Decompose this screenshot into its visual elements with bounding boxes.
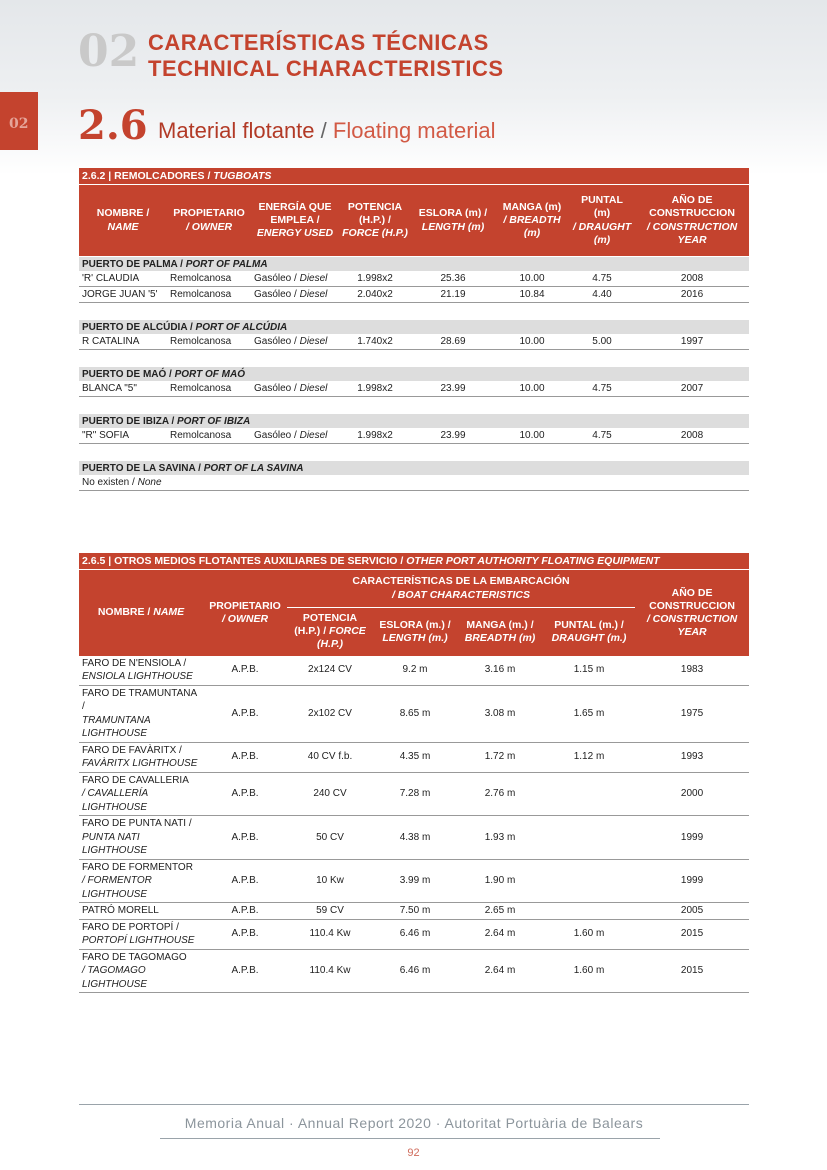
cell-power: 240 CV — [287, 772, 373, 816]
col-header-es: MANGA (m) — [502, 200, 562, 213]
spacer-row — [79, 397, 749, 414]
cell-power: 1.740x2 — [339, 334, 411, 350]
name-en: TRAMUNTANA LIGHTHOUSE — [82, 714, 151, 739]
name-en: / TAGOMAGO LIGHTHOUSE — [82, 965, 148, 990]
cell-power: 1.998x2 — [339, 428, 411, 444]
port-label-es: PUERTO DE LA SAVINA / — [82, 462, 204, 474]
cell-breadth: 2.64 m — [457, 949, 543, 993]
col-header-en: ENERGY USED — [256, 227, 334, 240]
table-row — [79, 287, 749, 303]
name-en: / CAVALLERÍA LIGHTHOUSE — [82, 788, 148, 813]
cell-draught: 5.00 — [569, 334, 635, 350]
cell-draught — [543, 903, 635, 920]
cell-breadth: 10.00 — [495, 428, 569, 444]
cell-energy — [251, 381, 339, 397]
cell-power: 110.4 Kw — [287, 919, 373, 949]
chapter-number: 02 — [78, 26, 140, 77]
cell-draught: 1.15 m — [543, 656, 635, 686]
cell-breadth: 10.00 — [495, 271, 569, 287]
tugboats-title-es: 2.6.2 | REMOLCADORES / — [82, 170, 214, 182]
none-es: No existen / — [82, 477, 138, 488]
cell-year: 2008 — [635, 428, 749, 444]
table-row — [79, 271, 749, 287]
cell-name — [79, 685, 203, 742]
auxiliary-table — [79, 553, 749, 993]
name-es: FARO DE PUNTA NATI / — [82, 818, 192, 829]
cell-energy — [251, 271, 339, 287]
cell-owner: A.P.B. — [203, 685, 287, 742]
footer-divider-bottom — [160, 1138, 660, 1139]
name-en: / FORMENTOR LIGHTHOUSE — [82, 875, 152, 900]
table-row — [79, 428, 749, 444]
col-header-es: ENERGÍA QUE EMPLEA / — [258, 200, 332, 226]
cell-owner: Remolcanosa — [167, 287, 251, 303]
cell-name — [79, 919, 203, 949]
cell-draught: 1.60 m — [543, 949, 635, 993]
cell-owner: A.P.B. — [203, 919, 287, 949]
cell-power: 1.998x2 — [339, 381, 411, 397]
name-en: ENSIOLA LIGHTHOUSE — [82, 671, 193, 682]
cell-owner: Remolcanosa — [167, 428, 251, 444]
col-header-es: NOMBRE / — [96, 207, 150, 220]
cell-owner: A.P.B. — [203, 859, 287, 903]
cell-draught — [543, 772, 635, 816]
col-header-es: POTENCIA (H.P.) / — [347, 200, 403, 226]
table-row — [79, 816, 749, 860]
cell-power: 59 CV — [287, 903, 373, 920]
tugboats-col-header — [569, 185, 635, 257]
col-power: POTENCIA (H.P.) / FORCE (H.P.) — [287, 608, 373, 656]
page-number: 92 — [407, 1147, 420, 1159]
footer-divider-top — [79, 1104, 749, 1105]
cell-name — [79, 859, 203, 903]
name-es: FARO DE N'ENSIOLA / — [82, 657, 187, 669]
table-row — [79, 859, 749, 903]
port-label-en: PORT OF LA SAVINA — [203, 462, 304, 474]
cell-name: BLANCA "5" — [79, 381, 167, 397]
name-es: FARO DE TAGOMAGO — [82, 951, 187, 963]
cell-owner: Remolcanosa — [167, 334, 251, 350]
table-row — [79, 903, 749, 920]
cell-breadth: 1.72 m — [457, 742, 543, 772]
cell-length: 21.19 — [411, 287, 495, 303]
table-row — [79, 742, 749, 772]
port-header-row — [79, 320, 749, 335]
cell-owner: A.P.B. — [203, 949, 287, 993]
cell-length: 28.69 — [411, 334, 495, 350]
energy-es: Gasóleo / — [254, 430, 300, 441]
cell-breadth: 10.84 — [495, 287, 569, 303]
col-header-en: / DRAUGHT (m) — [572, 220, 632, 246]
cell-breadth: 2.64 m — [457, 919, 543, 949]
auxiliary-title-row — [79, 553, 749, 570]
table-row — [79, 656, 749, 686]
cell-draught: 4.75 — [569, 428, 635, 444]
cell-breadth: 10.00 — [495, 381, 569, 397]
col-header-es: AÑO DE CONSTRUCCION — [649, 194, 735, 220]
table-row — [79, 334, 749, 350]
name-es: FARO DE FORMENTOR — [82, 861, 193, 873]
col-draught: PUNTAL (m.) / DRAUGHT (m.) — [543, 608, 635, 656]
spacer-row — [79, 444, 749, 461]
cell-power: 50 CV — [287, 816, 373, 860]
port-label-es: PUERTO DE PALMA / — [82, 258, 186, 270]
name-en: PUNTA NATI LIGHTHOUSE — [82, 831, 148, 856]
cell-breadth: 1.93 m — [457, 816, 543, 860]
cell-energy — [251, 428, 339, 444]
cell-length: 25.36 — [411, 271, 495, 287]
name-es: FARO DE FAVÀRITX / — [82, 744, 182, 756]
cell-name: JORGE JUAN '5' — [79, 287, 167, 303]
port-label-en: PORT OF IBIZA — [177, 415, 251, 427]
table-row — [79, 381, 749, 397]
col-header-en: / CONSTRUCTION YEAR — [646, 220, 738, 246]
none-en: None — [137, 477, 162, 488]
cell-length: 3.99 m — [373, 859, 457, 903]
cell-power: 2x102 CV — [287, 685, 373, 742]
cell-draught: 4.75 — [569, 381, 635, 397]
cell-year: 2015 — [635, 919, 749, 949]
cell-name: "R" SOFIA — [79, 428, 167, 444]
energy-es: Gasóleo / — [254, 273, 300, 284]
port-header-row — [79, 367, 749, 382]
col-year: AÑO DE CONSTRUCCION / CONSTRUCTION YEAR — [635, 570, 749, 656]
col-header-en: / OWNER — [185, 220, 233, 233]
cell-power: 110.4 Kw — [287, 949, 373, 993]
cell-year: 1999 — [635, 859, 749, 903]
port-label-es: PUERTO DE IBIZA / — [82, 415, 178, 427]
cell-owner: A.P.B. — [203, 656, 287, 686]
footer-text: Memoria Anual · Annual Report 2020 · Autoritat Portuària de Balears — [184, 1115, 644, 1131]
cell-name — [79, 949, 203, 993]
section-title-separator: / — [320, 118, 327, 143]
cell-breadth: 1.90 m — [457, 859, 543, 903]
cell-owner: Remolcanosa — [167, 381, 251, 397]
energy-en: Diesel — [299, 289, 328, 300]
section-number: 2.6 — [78, 102, 148, 149]
port-label-es: PUERTO DE ALCÚDIA / — [82, 321, 196, 333]
cell-length: 4.35 m — [373, 742, 457, 772]
col-header-es: PROPIETARIO — [173, 207, 245, 220]
energy-es: Gasóleo / — [254, 289, 300, 300]
col-header-es: ESLORA (m) / — [418, 207, 488, 220]
cell-year: 1993 — [635, 742, 749, 772]
cell-owner: A.P.B. — [203, 816, 287, 860]
table-row — [79, 685, 749, 742]
cell-owner: A.P.B. — [203, 772, 287, 816]
tugboats-title-en: TUGBOATS — [213, 170, 272, 182]
cell-owner: A.P.B. — [203, 742, 287, 772]
cell-year: 2000 — [635, 772, 749, 816]
auxiliary-title-es: 2.6.5 | OTROS MEDIOS FLOTANTES AUXILIARES DE SERVICIO / — [82, 555, 407, 567]
cell-draught: 4.75 — [569, 271, 635, 287]
port-header-row — [79, 257, 749, 272]
table-row — [79, 772, 749, 816]
cell-length: 8.65 m — [373, 685, 457, 742]
cell-year: 1975 — [635, 685, 749, 742]
energy-en: Diesel — [299, 383, 328, 394]
chapter-title-en: TECHNICAL CHARACTERISTICS — [148, 56, 504, 81]
cell-name — [79, 656, 203, 686]
col-header-en: NAME — [107, 220, 139, 233]
chapter-side-tab — [0, 92, 38, 150]
col-header-en: FORCE (H.P.) — [342, 227, 408, 240]
cell-length: 23.99 — [411, 428, 495, 444]
cell-owner: A.P.B. — [203, 903, 287, 920]
cell-name: R CATALINA — [79, 334, 167, 350]
cell-year: 1997 — [635, 334, 749, 350]
cell-energy — [251, 287, 339, 303]
cell-length: 9.2 m — [373, 656, 457, 686]
cell-breadth: 10.00 — [495, 334, 569, 350]
table-row — [79, 949, 749, 993]
col-owner: PROPIETARIO / OWNER — [203, 570, 287, 656]
cell-draught — [543, 816, 635, 860]
col-breadth: MANGA (m.) / BREADTH (m) — [457, 608, 543, 656]
cell-name: 'R' CLAUDIA — [79, 271, 167, 287]
port-label-en: PORT OF ALCÚDIA — [195, 321, 288, 333]
spacer-row — [79, 350, 749, 367]
cell-year: 1999 — [635, 816, 749, 860]
tugboats-col-header — [79, 185, 167, 257]
tugboats-header-row — [79, 185, 749, 257]
section-title-es: Material flotante — [158, 118, 315, 143]
section-title-en: Floating material — [332, 118, 496, 143]
cell-length: 6.46 m — [373, 949, 457, 993]
cell-name — [79, 772, 203, 816]
cell-year: 2005 — [635, 903, 749, 920]
cell-length: 6.46 m — [373, 919, 457, 949]
cell-name — [79, 742, 203, 772]
auxiliary-title-en: OTHER PORT AUTHORITY FLOATING EQUIPMENT — [406, 555, 660, 567]
cell-draught: 4.40 — [569, 287, 635, 303]
cell-year: 2008 — [635, 271, 749, 287]
side-tab-label: 02 — [9, 116, 29, 132]
cell-length: 23.99 — [411, 381, 495, 397]
cell-power: 2x124 CV — [287, 656, 373, 686]
cell-energy — [251, 334, 339, 350]
energy-es: Gasóleo / — [254, 383, 300, 394]
col-header-en: / BREADTH (m) — [503, 213, 561, 240]
name-en: FAVÀRITX LIGHTHOUSE — [82, 758, 198, 769]
cell-draught: 1.60 m — [543, 919, 635, 949]
port-header-row — [79, 414, 749, 429]
table-row — [79, 919, 749, 949]
section-title — [158, 120, 496, 142]
cell-power: 1.998x2 — [339, 271, 411, 287]
port-label-es: PUERTO DE MAÓ / — [82, 368, 175, 380]
col-header-en: LENGTH (m) — [421, 220, 485, 233]
cell-owner: Remolcanosa — [167, 271, 251, 287]
energy-en: Diesel — [299, 430, 328, 441]
auxiliary-header-row — [79, 570, 749, 608]
tugboats-col-header — [167, 185, 251, 257]
cell-name — [79, 903, 203, 920]
spacer-row — [79, 303, 749, 320]
tugboats-col-header — [339, 185, 411, 257]
port-header-row — [79, 461, 749, 476]
name-es: FARO DE TRAMUNTANA / — [82, 687, 197, 712]
col-name: NOMBRE / NAME — [79, 570, 203, 656]
tugboats-col-header — [635, 185, 749, 257]
cell-draught: 1.65 m — [543, 685, 635, 742]
cell-length: 7.28 m — [373, 772, 457, 816]
cell-year: 2007 — [635, 381, 749, 397]
name-es: FARO DE CAVALLERIA — [82, 774, 189, 786]
col-group-boat-characteristics: CARACTERÍSTICAS DE LA EMBARCACIÓN / BOAT CHARACTERISTICS — [287, 570, 635, 608]
cell-year: 1983 — [635, 656, 749, 686]
cell-name — [79, 816, 203, 860]
tugboats-title-row — [79, 168, 749, 185]
cell-draught — [543, 859, 635, 903]
energy-es: Gasóleo / — [254, 336, 300, 347]
table-row-none — [79, 475, 749, 491]
tugboats-col-header — [251, 185, 339, 257]
tugboats-col-header — [495, 185, 569, 257]
cell-power: 2.040x2 — [339, 287, 411, 303]
name-es: PATRÓ MORELL — [82, 905, 159, 916]
col-length: ESLORA (m.) / LENGTH (m.) — [373, 608, 457, 656]
cell-draught: 1.12 m — [543, 742, 635, 772]
cell-breadth: 2.76 m — [457, 772, 543, 816]
tugboats-table — [79, 168, 749, 491]
name-es: FARO DE PORTOPÍ / — [82, 921, 179, 933]
cell-power: 40 CV f.b. — [287, 742, 373, 772]
col-header-es: PUNTAL (m) — [581, 194, 623, 220]
chapter-title-es: CARACTERÍSTICAS TÉCNICAS — [148, 30, 489, 55]
cell-length: 7.50 m — [373, 903, 457, 920]
port-label-en: PORT OF MAÓ — [174, 368, 245, 380]
cell-breadth: 2.65 m — [457, 903, 543, 920]
energy-en: Diesel — [299, 273, 328, 284]
cell-year: 2016 — [635, 287, 749, 303]
cell-breadth: 3.08 m — [457, 685, 543, 742]
energy-en: Diesel — [299, 336, 328, 347]
tugboats-col-header — [411, 185, 495, 257]
name-en: PORTOPÍ LIGHTHOUSE — [82, 935, 195, 946]
cell-power: 10 Kw — [287, 859, 373, 903]
cell-length: 4.38 m — [373, 816, 457, 860]
cell-year: 2015 — [635, 949, 749, 993]
cell-breadth: 3.16 m — [457, 656, 543, 686]
port-label-en: PORT OF PALMA — [185, 258, 268, 270]
